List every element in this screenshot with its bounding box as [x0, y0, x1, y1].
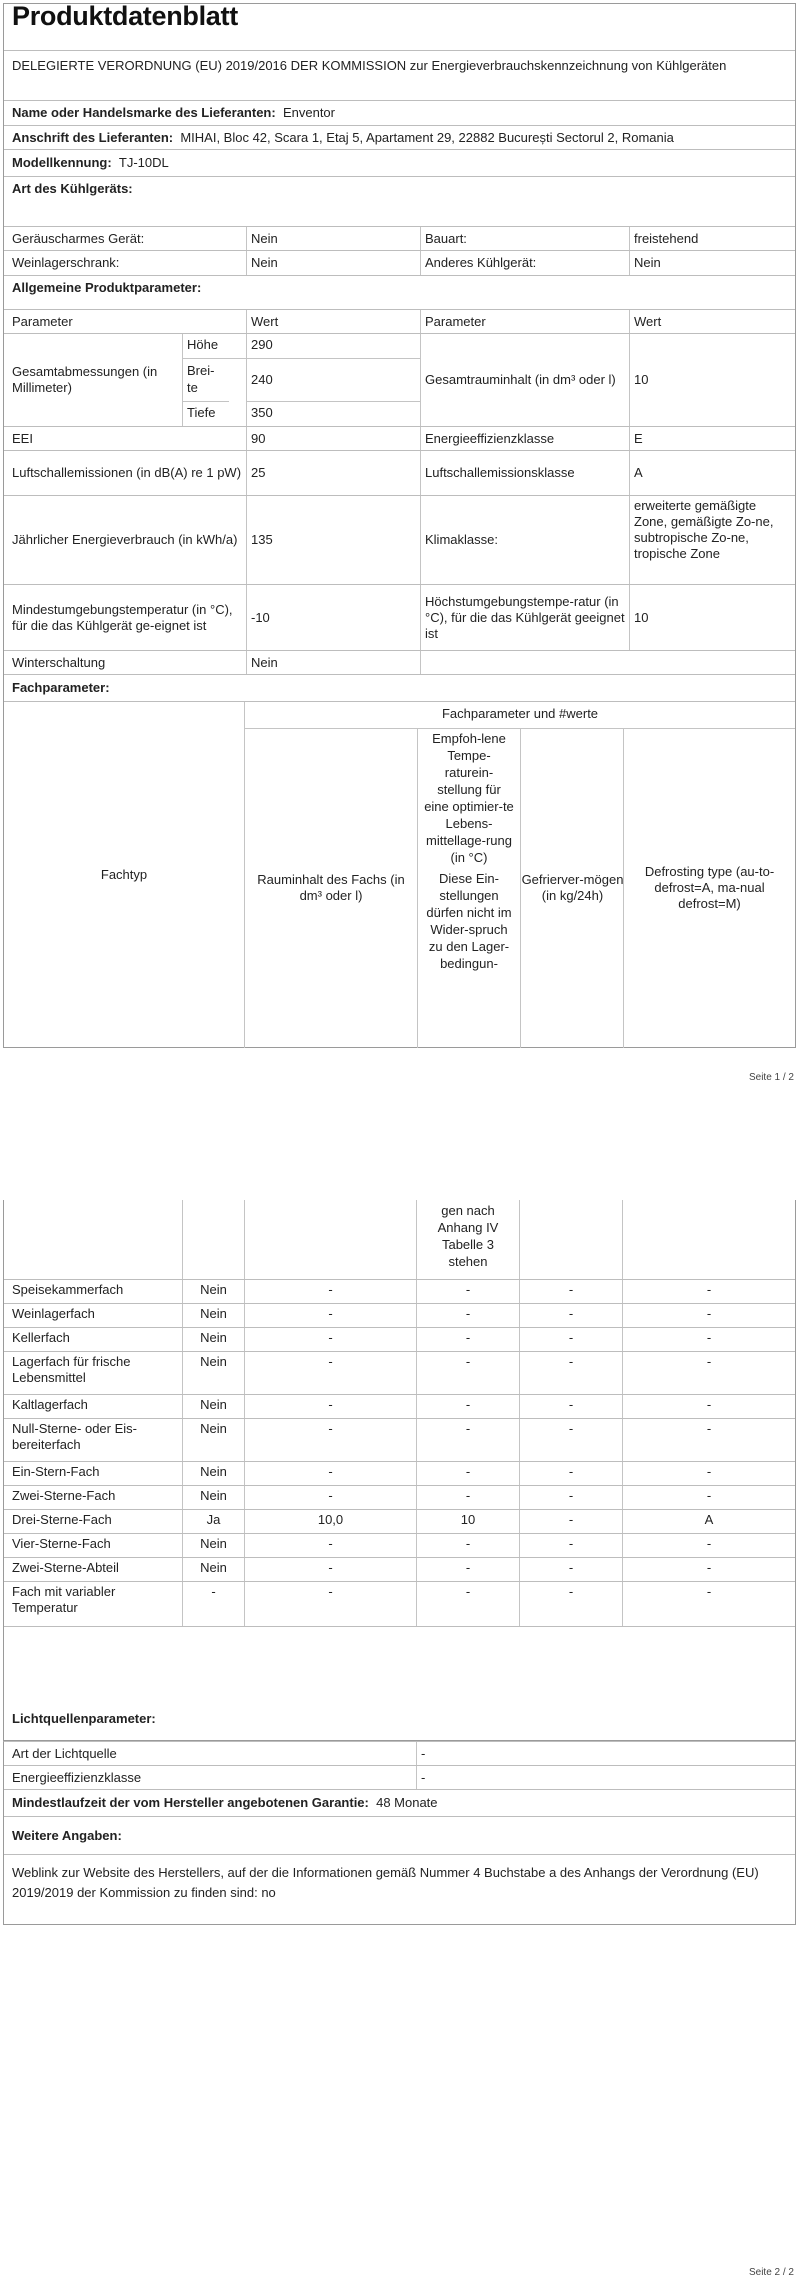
- general-header-row: [4, 310, 795, 334]
- compartment-defrost: -: [622, 1419, 795, 1461]
- compartment-present: Nein: [182, 1558, 244, 1581]
- dimension-values: [246, 334, 420, 426]
- compartment-temp: 10: [416, 1510, 519, 1533]
- light-type-label: Art der Lichtquelle: [12, 1745, 117, 1761]
- compartment-volume: -: [244, 1419, 416, 1461]
- compartment-defrost: -: [622, 1486, 795, 1509]
- eei-label: EEI: [12, 430, 33, 446]
- col-temp: [417, 728, 520, 1048]
- design-value: freistehend: [629, 227, 795, 250]
- compartment-name: Null-Sterne- oder Eis-bereiterfach: [12, 1421, 137, 1452]
- model-value: TJ-10DL: [118, 155, 169, 170]
- table-row: [4, 1486, 795, 1510]
- compartment-freeze: -: [519, 1419, 622, 1461]
- datasheet-frame-2: [3, 1200, 796, 1741]
- compartment-freeze: -: [519, 1558, 622, 1581]
- compartment-defrost: -: [622, 1582, 795, 1626]
- compartment-volume: -: [244, 1582, 416, 1626]
- light-type-row: [4, 1742, 795, 1766]
- page-number-2: Seite 2 / 2: [748, 2267, 794, 2278]
- compartment-volume: -: [244, 1328, 416, 1351]
- group-header: Fachparameter und #werte: [245, 702, 795, 729]
- title-row: [4, 4, 795, 51]
- table-row: [4, 1462, 795, 1486]
- compartment-temp: -: [416, 1280, 519, 1303]
- header-value: Wert: [246, 310, 420, 333]
- compartment-present: Nein: [182, 1304, 244, 1327]
- more-text-row: [4, 1855, 795, 1924]
- other-value: Nein: [629, 251, 795, 275]
- compartment-freeze: -: [519, 1328, 622, 1351]
- header-parameter-2: Parameter: [420, 310, 629, 333]
- compartment-present: Nein: [182, 1462, 244, 1485]
- compartment-present: Nein: [182, 1534, 244, 1557]
- supplier-row: [4, 101, 795, 126]
- compartment-volume: -: [244, 1486, 416, 1509]
- wine-value: Nein: [246, 251, 420, 275]
- table-row: [4, 1280, 795, 1304]
- table-row: [4, 1534, 795, 1558]
- table-row: [4, 1328, 795, 1352]
- compartment-defrost: A: [622, 1510, 795, 1533]
- type-row-1: [4, 227, 795, 251]
- compartment-freeze: -: [519, 1304, 622, 1327]
- col-temp-continued: gen nach Anhang IV Tabelle 3 stehen: [416, 1200, 519, 1279]
- volume-label: Gesamtrauminhalt (in dm³ oder l): [420, 334, 629, 426]
- header-value-2: Wert: [629, 310, 795, 333]
- col-defrost: Defrosting type (au-to-defrost=A, ma-nual defrost=M): [623, 728, 795, 1048]
- depth-value: 350: [251, 405, 273, 420]
- compartment-present: -: [182, 1582, 244, 1626]
- compartments-heading-row: [4, 675, 795, 702]
- compartment-defrost: -: [622, 1558, 795, 1581]
- compartment-temp: -: [416, 1486, 519, 1509]
- noise-row: [4, 451, 795, 496]
- volume-value: 10: [629, 334, 795, 426]
- energy-class-value: E: [629, 427, 795, 450]
- more-heading: Weitere Angaben:: [12, 1827, 122, 1843]
- winter-value: Nein: [246, 651, 420, 674]
- regulation-row: [4, 51, 795, 101]
- col-fachtyp: Fachtyp: [100, 867, 148, 882]
- height-label: Höhe: [183, 334, 246, 359]
- supplier-label: Name oder Handelsmarke des Lieferanten:: [12, 105, 276, 120]
- model-label: Modellkennung:: [12, 155, 112, 170]
- compartment-freeze: -: [519, 1486, 622, 1509]
- compartment-name: Speisekammerfach: [12, 1282, 124, 1297]
- more-heading-row: [4, 1817, 795, 1855]
- compartment-temp: -: [416, 1582, 519, 1626]
- compartment-defrost: -: [622, 1395, 795, 1418]
- supplier-value: Enventor: [282, 105, 335, 120]
- address-row: [4, 126, 795, 150]
- compartment-name: Fach mit variabler Temperatur: [12, 1584, 116, 1615]
- climate-value: erweiterte gemäßigte Zone, gemäßigte Zo-ne, subtropische Zo-ne, tropische Zone: [629, 496, 795, 584]
- light-type-value: -: [416, 1742, 795, 1765]
- compartment-freeze: -: [519, 1510, 622, 1533]
- max-temp-label: Höchstumgebungstempe-ratur (in °C), für die das Kühlgerät geeignet ist: [420, 585, 629, 650]
- compartment-freeze: -: [519, 1462, 622, 1485]
- compartment-freeze: -: [519, 1582, 622, 1626]
- table-row: [4, 1558, 795, 1582]
- light-heading: Lichtquellenparameter:: [12, 1711, 156, 1726]
- depth-label: Tiefe: [187, 405, 216, 420]
- col-temp-part1: Empfoh-lene Tempe-raturein-stellung für eine optimier-te Lebens-mittellage-rung (in °C): [424, 731, 514, 865]
- dimension-names: [182, 334, 246, 426]
- table-row: [4, 1352, 795, 1395]
- page-1: [0, 0, 800, 1104]
- compartment-name: Drei-Sterne-Fach: [12, 1512, 112, 1527]
- light-class-row: [4, 1766, 795, 1790]
- climate-label: Klimaklasse:: [420, 496, 629, 584]
- compartment-defrost: -: [622, 1462, 795, 1485]
- wine-label: Weinlagerschrank:: [12, 255, 120, 270]
- compartment-temp: -: [416, 1328, 519, 1351]
- compartment-temp: -: [416, 1462, 519, 1485]
- compartments-header: [4, 702, 795, 1048]
- other-label: Anderes Kühlgerät:: [420, 251, 629, 275]
- col-volume: Rauminhalt des Fachs (in dm³ oder l): [257, 872, 405, 903]
- compartment-temp: -: [416, 1395, 519, 1418]
- compartment-temp: -: [416, 1534, 519, 1557]
- light-heading-row: [4, 1707, 795, 1741]
- compartment-volume: -: [244, 1395, 416, 1418]
- compartment-present: Nein: [182, 1352, 244, 1394]
- compartment-temp: -: [416, 1419, 519, 1461]
- compartment-name: Kaltlagerfach: [12, 1397, 88, 1412]
- compartment-defrost: -: [622, 1280, 795, 1303]
- compartment-name: Ein-Stern-Fach: [12, 1464, 100, 1479]
- table-row: [4, 1304, 795, 1328]
- width-label: Brei-te: [183, 359, 229, 402]
- compartment-present: Nein: [182, 1280, 244, 1303]
- compartment-present: Ja: [182, 1510, 244, 1533]
- energy-class-label: Energieeffizienzklasse: [420, 427, 629, 450]
- compartment-name: Zwei-Sterne-Abteil: [12, 1560, 119, 1575]
- noise-label: Luftschallemissionen (in dB(A) re 1 pW): [12, 465, 242, 480]
- warranty-row: [4, 1790, 795, 1817]
- compartment-temp: -: [416, 1558, 519, 1581]
- compartment-volume: 10,0: [244, 1510, 416, 1533]
- warranty-value: 48 Monate: [376, 1795, 438, 1810]
- compartment-freeze: -: [519, 1352, 622, 1394]
- compartment-present: Nein: [182, 1328, 244, 1351]
- compartment-volume: -: [244, 1280, 416, 1303]
- compartment-name: Kellerfach: [12, 1330, 70, 1345]
- compartment-freeze: -: [519, 1395, 622, 1418]
- compartment-present: Nein: [182, 1419, 244, 1461]
- height-value: 290: [247, 334, 420, 359]
- address-value: MIHAI, Bloc 42, Scara 1, Etaj 5, Apartament 29, 22882 București Sectorul 2, Romania: [180, 129, 674, 145]
- warranty-label: Mindestlaufzeit der vom Hersteller angebotenen Garantie:: [12, 1795, 369, 1810]
- table-row: [4, 1582, 795, 1627]
- page-number-1: Seite 1 / 2: [748, 1072, 794, 1083]
- compartment-name: Vier-Sterne-Fach: [12, 1536, 111, 1551]
- general-heading: Allgemeine Produktparameter:: [12, 280, 202, 295]
- light-class-value: -: [416, 1766, 795, 1789]
- compartment-name: Weinlagerfach: [12, 1306, 95, 1321]
- compartment-defrost: -: [622, 1328, 795, 1351]
- low-noise-value: Nein: [246, 227, 420, 250]
- design-label: Bauart:: [420, 227, 629, 250]
- type-heading: Art des Kühlgeräts:: [12, 181, 133, 196]
- datasheet-frame-1: [3, 3, 796, 1048]
- dimensions-label: Gesamtabmessungen (in Millimeter): [12, 364, 158, 395]
- compartment-temp: -: [416, 1352, 519, 1394]
- dimensions-row: [4, 334, 795, 427]
- noise-class-label: Luftschallemissionsklasse: [420, 451, 629, 495]
- compartment-present: Nein: [182, 1395, 244, 1418]
- compartments-heading: Fachparameter:: [12, 680, 110, 695]
- compartment-temp: -: [416, 1304, 519, 1327]
- col-freeze: Gefrierver-mögen (in kg/24h): [520, 728, 624, 1048]
- compartment-param-group: [244, 702, 795, 1048]
- compartment-defrost: -: [622, 1352, 795, 1394]
- temp-row: [4, 585, 795, 651]
- regulation-text: DELEGIERTE VERORDNUNG (EU) 2019/2016 DER KOMMISSION zur Energieverbrauchskennzeichnung von Kühlgeräten: [12, 58, 727, 73]
- header-parameter: Parameter: [12, 313, 73, 329]
- compartment-volume: -: [244, 1304, 416, 1327]
- min-temp-value: -10: [246, 585, 420, 650]
- min-temp-label: Mindestumgebungstemperatur (in °C), für die das Kühlgerät ge-eignet ist: [12, 601, 233, 633]
- low-noise-label: Geräuscharmes Gerät:: [12, 230, 145, 246]
- eei-value: 90: [246, 427, 420, 450]
- max-temp-value: 10: [629, 585, 795, 650]
- compartment-volume: -: [244, 1558, 416, 1581]
- compartment-defrost: -: [622, 1304, 795, 1327]
- noise-value: 25: [246, 451, 420, 495]
- compartment-defrost: -: [622, 1534, 795, 1557]
- page-title: Produktdatenblatt: [12, 4, 238, 31]
- compartment-volume: -: [244, 1534, 416, 1557]
- table-row: [4, 1510, 795, 1534]
- type-row-2: [4, 251, 795, 276]
- type-heading-row: [4, 177, 795, 227]
- compartment-name: Zwei-Sterne-Fach: [12, 1488, 116, 1503]
- winter-row: [4, 651, 795, 675]
- address-label: Anschrift des Lieferanten:: [12, 129, 174, 145]
- annual-row: [4, 496, 795, 585]
- more-text: Weblink zur Website des Herstellers, auf der die Informationen gemäß Nummer 4 Buchstabe a des Anhangs der Verordnung (EU) 2019/2019 der Kommission zu finden sind: no: [12, 1865, 759, 1900]
- compartment-present: Nein: [182, 1486, 244, 1509]
- compartment-freeze: -: [519, 1534, 622, 1557]
- compartment-volume: -: [244, 1462, 416, 1485]
- datasheet-frame-3: [3, 1741, 796, 1925]
- compartment-volume: -: [244, 1352, 416, 1394]
- compartment-freeze: -: [519, 1280, 622, 1303]
- light-class-label: Energieeffizienzklasse: [12, 1769, 142, 1785]
- noise-class-value: A: [629, 451, 795, 495]
- model-row: [4, 150, 795, 177]
- winter-label: Winterschaltung: [12, 654, 106, 670]
- table-row: [4, 1395, 795, 1419]
- table-row: [4, 1419, 795, 1462]
- width-value: 240: [247, 359, 420, 402]
- eei-row: [4, 427, 795, 451]
- compartment-name: Lagerfach für frische Lebensmittel: [12, 1354, 131, 1385]
- compartments-header-cont: [4, 1200, 795, 1280]
- col-temp-part2: Diese Ein-stellungen dürfen nicht im Wider-spruch zu den Lager-bedingun-: [426, 871, 512, 971]
- annual-label: Jährlicher Energieverbrauch (in kWh/a): [12, 532, 238, 547]
- general-heading-row: [4, 276, 795, 310]
- page-2: [0, 1104, 800, 2285]
- annual-value: 135: [246, 496, 420, 584]
